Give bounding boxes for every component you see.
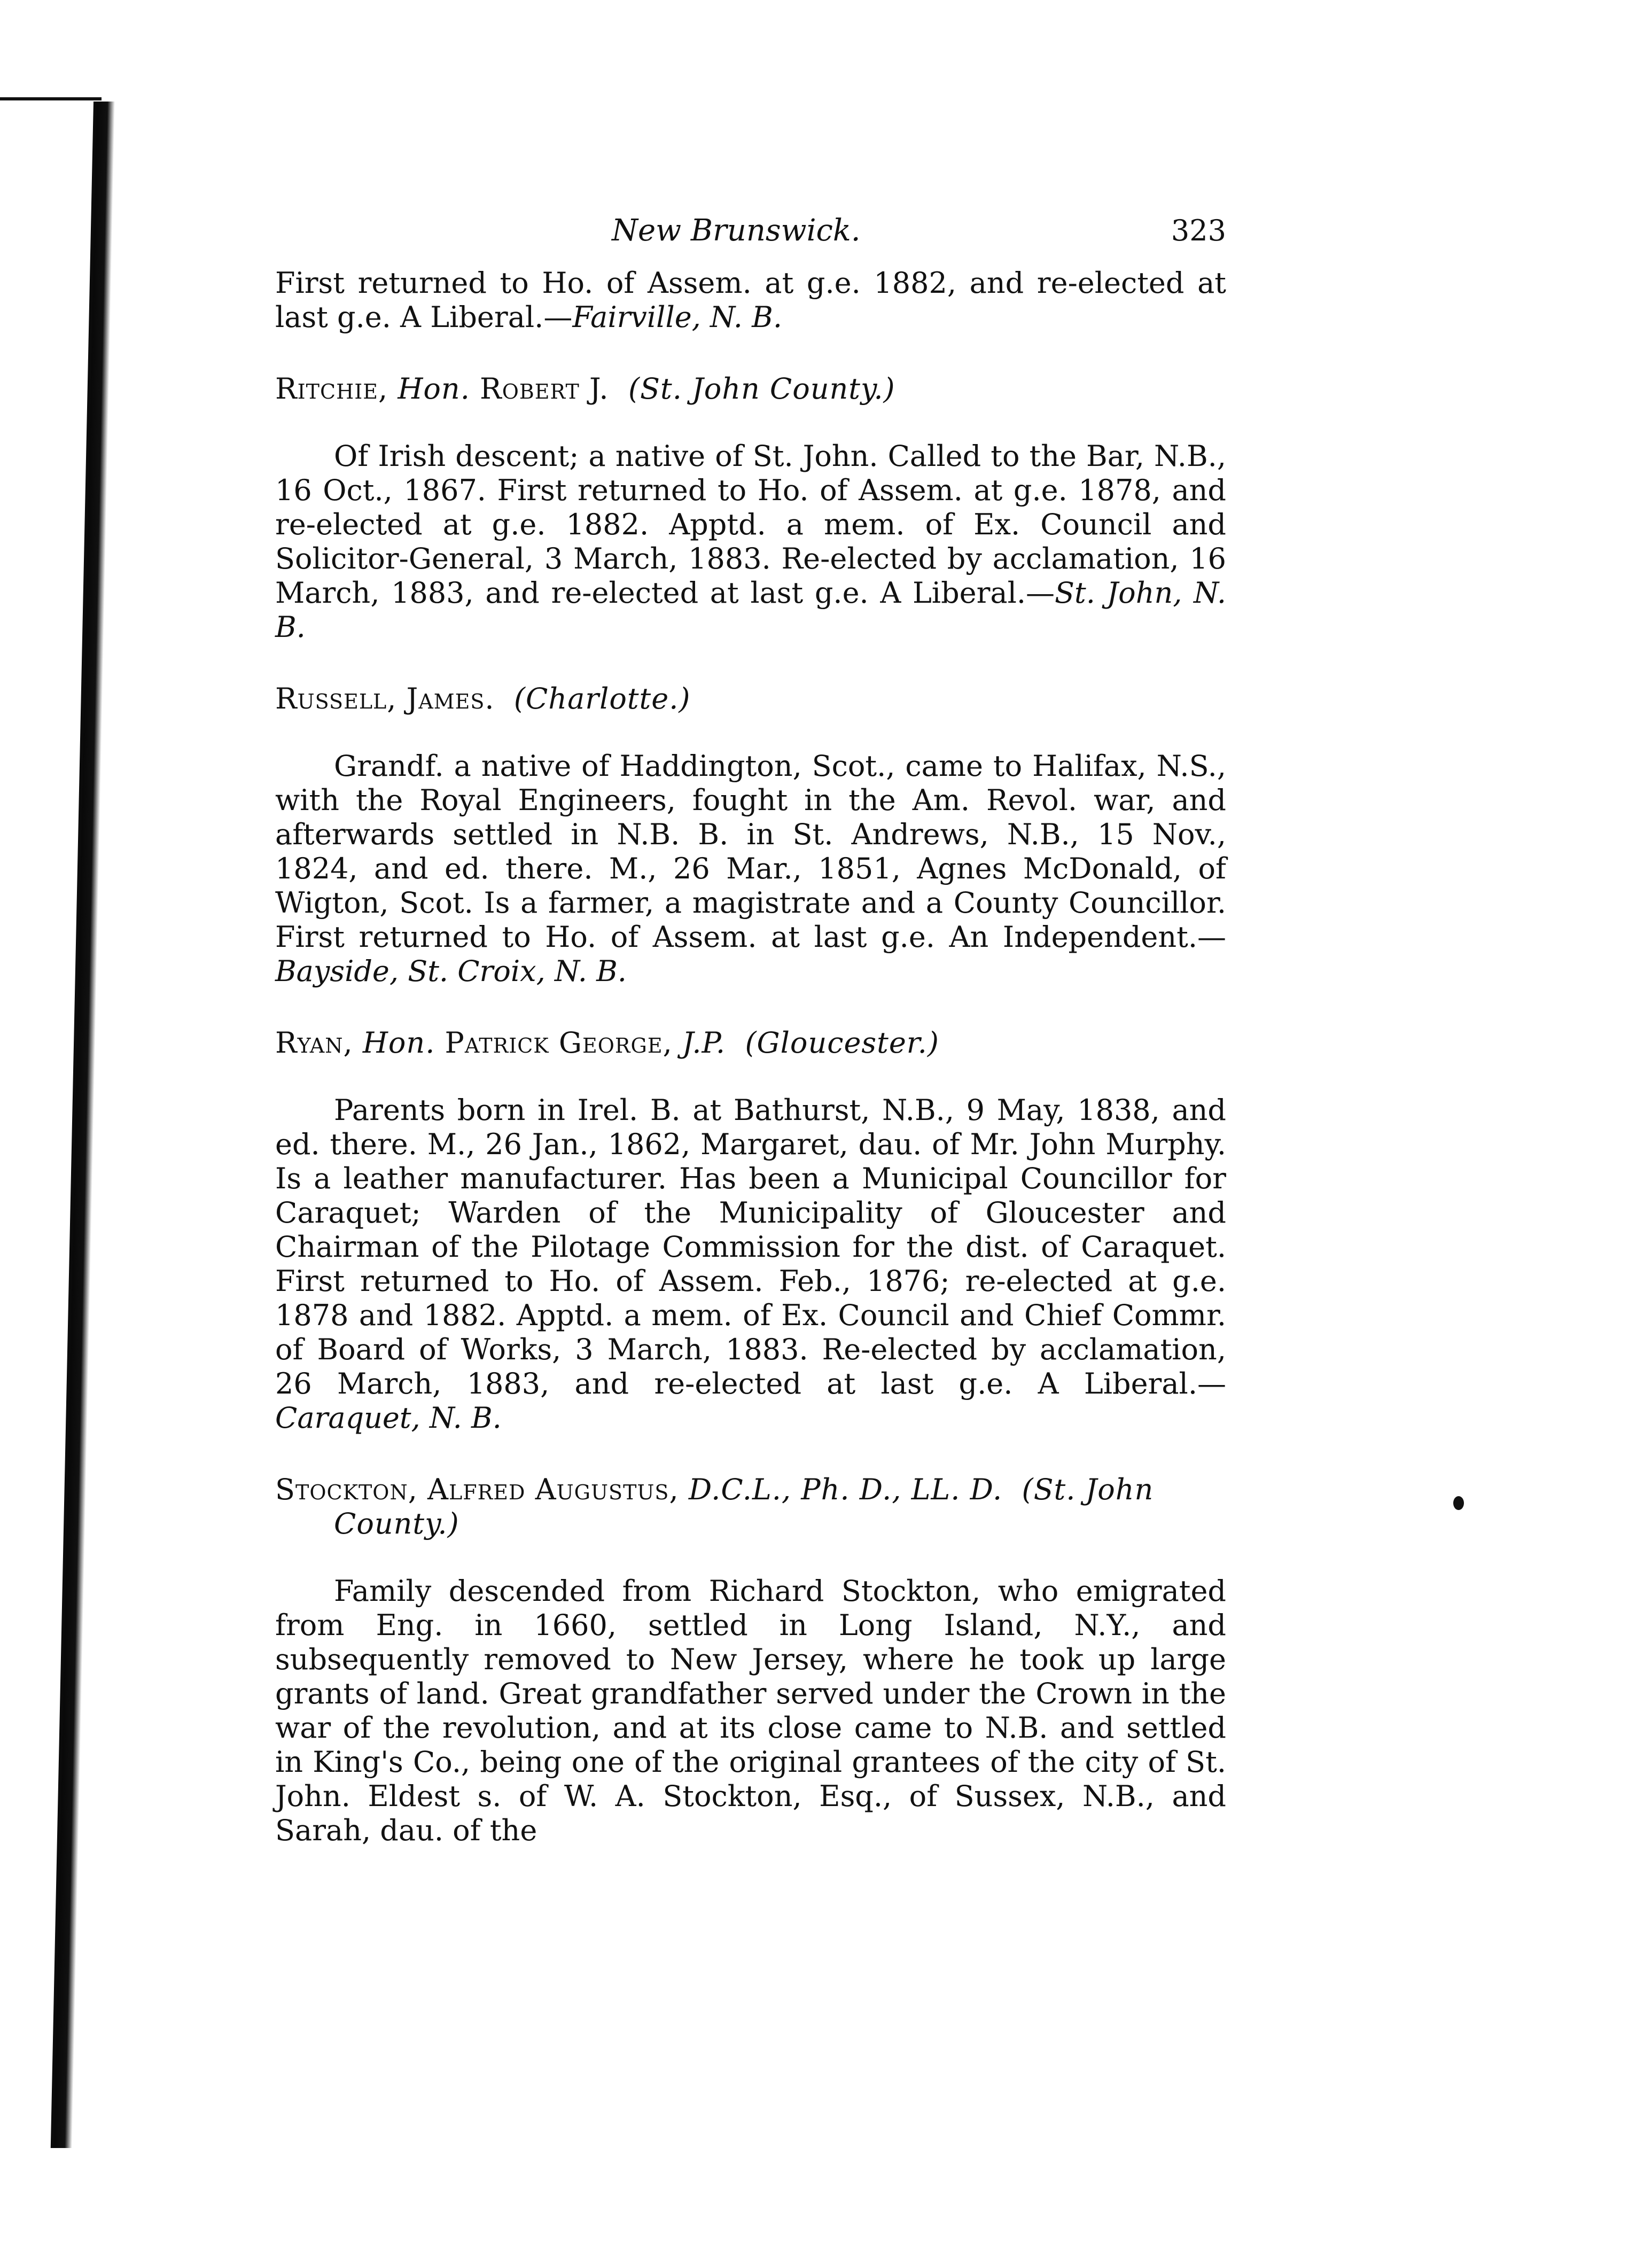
entry-prev-residence: Fairville, N. B. (572, 300, 782, 334)
binding-shadow (51, 102, 121, 2148)
entry-russell-constituency: (Charlotte.) (513, 682, 691, 715)
entry-ritchie-body: Of Irish descent; a native of St. John. Called to the Bar, N.B., 16 Oct., 1867. First returned to Ho. of Assem. at g.e. 1878, and re-elected at g.e. 1882. Apptd. a mem. of Ex. Council and Solicitor-General, 3 March, 1883. Re-elected by acclamation, 16 March, 1883, and re-elected at last g.e. A Liberal.— (275, 439, 1226, 610)
entry-russell-heading (275, 682, 1226, 716)
book-page (275, 214, 1226, 1848)
entry-ritchie-constituency: (St. John County.) (628, 372, 895, 406)
entry-stockton-text: Family descended from Richard Stockton, who emigrated from Eng. in 1660, settled in Long Island, N.Y., and subsequently removed to New Jersey, where he took up large grants of land. Great grandfather served under the Crown in the war of the revolution, and at its close came to N.B. and settled in King's Co., being one of the original grantees of the city of St. John. Eldest s. of W. A. Stockton, Esq., of Sussex, N.B., and Sarah, dau. of the (275, 1574, 1226, 1847)
entry-ryan-given: Patrick George, (445, 1026, 673, 1060)
entry-russell-body: Grandf. a native of Haddington, Scot., came to Halifax, N.S., with the Royal Engineers, fought in the Am. Revol. war, and afterwards settled in N.B. B. in St. Andrews, N.B., 15 Nov., 1824, and ed. there. M., 26 Mar., 1851, Agnes McDonald, of Wigton, Scot. Is a farmer, a magistrate and a County Councillor. First returned to Ho. of Assem. at last g.e. An Independent.— (275, 749, 1226, 954)
entry-ritchie-residence: St. John, N. B. (275, 576, 1227, 644)
entry-prev-text (275, 266, 1226, 334)
running-title: New Brunswick. (612, 213, 861, 248)
entry-ryan-title: J.P. (682, 1026, 726, 1060)
entry-ryan-heading (275, 1026, 1226, 1060)
entry-prev-body: First returned to Ho. of Assem. at g.e. 1882, and re-elected at last g.e. A Liberal.— (275, 266, 1226, 334)
entry-ryan-body: Parents born in Irel. B. at Bathurst, N.B., 9 May, 1838, and ed. there. M., 26 Jan., 1862, Margaret, dau. of Mr. John Murphy. Is a leather manufacturer. Has been a Municipal Councillor for Caraquet; Warden of the Municipality of Gloucester and Chairman of the Pilotage Commission for the dist. of Caraquet. First returned to Ho. of Assem. Feb., 1876; re-elected at g.e. 1878 and 1882. Apptd. a mem. of Ex. Council and Chief Commr. of Board of Works, 3 March, 1883. Re-elected by acclamation, 26 March, 1883, and re-elected at last g.e. A Liberal.— (275, 1093, 1226, 1400)
entry-ryan-text (275, 1093, 1226, 1435)
scan-speck (1453, 1496, 1464, 1510)
entry-ryan-residence: Caraquet, N. B. (275, 1401, 502, 1435)
entry-ryan-honorific: Hon. (362, 1026, 435, 1060)
entry-russell-residence: Bayside, St. Croix, N. B. (275, 954, 627, 988)
entry-ryan-surname: Ryan, (275, 1026, 353, 1060)
entry-stockton-given: Alfred Augustus, (427, 1473, 679, 1506)
entry-stockton-degrees: D.C.L., Ph. D., LL. D. (688, 1473, 1003, 1506)
entry-stockton-constituency: (St. John County.) (334, 1473, 1154, 1540)
entry-ritchie-given: Robert J. (480, 372, 609, 406)
entry-ritchie-text (275, 439, 1226, 644)
entry-ritchie-honorific: Hon. (398, 372, 470, 406)
entry-ryan-constituency: (Gloucester.) (745, 1026, 939, 1060)
entry-russell-given: James. (406, 682, 495, 715)
entry-stockton-heading (275, 1473, 1226, 1541)
entry-stockton-surname: Stockton, (275, 1473, 418, 1506)
entry-russell-surname: Russell, (275, 682, 397, 715)
entry-ritchie-surname: Ritchie, (275, 372, 388, 406)
running-head (275, 214, 1226, 256)
entry-russell-text (275, 749, 1226, 989)
entry-ritchie-heading (275, 372, 1226, 406)
scan-top-rule (0, 97, 102, 100)
page-number: 323 (1171, 214, 1226, 247)
